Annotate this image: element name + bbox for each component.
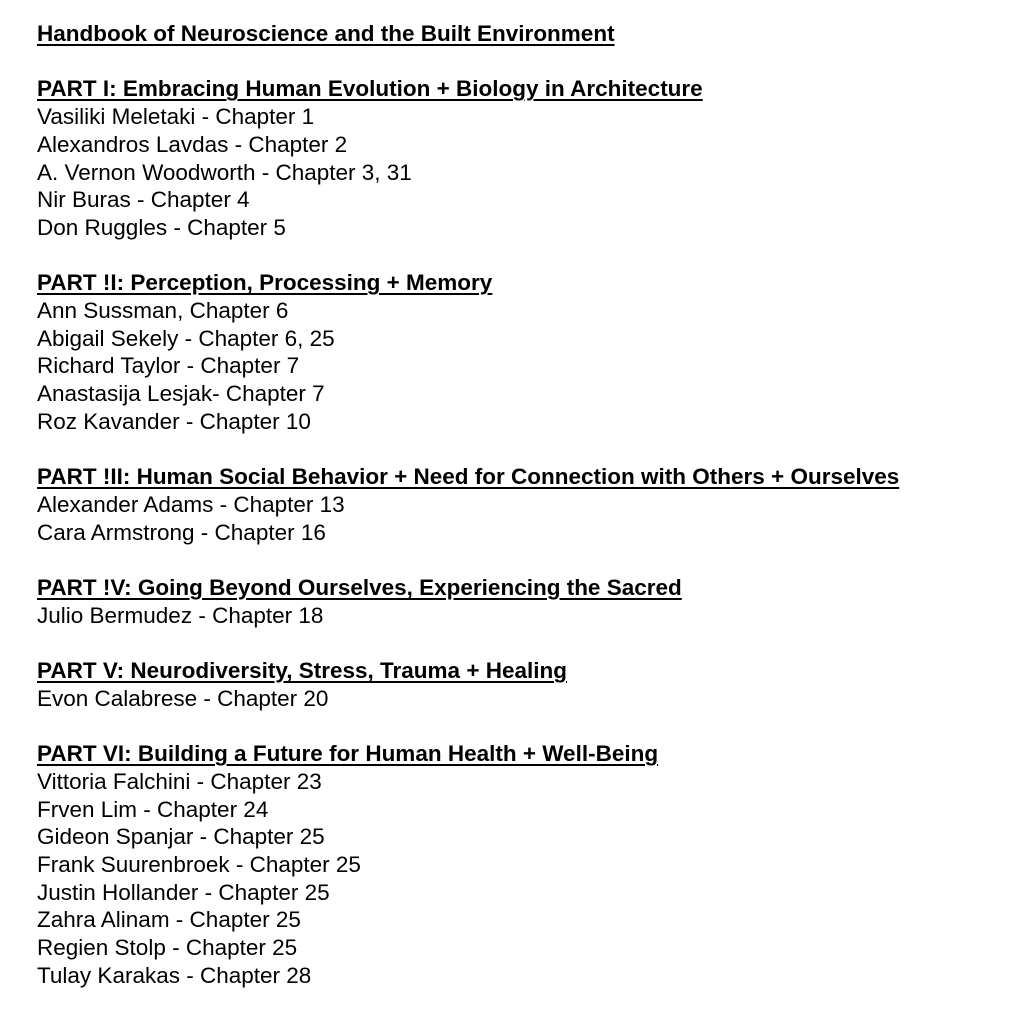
section-heading: PART !V: Going Beyond Ourselves, Experiencing the Sacred — [37, 575, 682, 600]
section-heading: PART I: Embracing Human Evolution + Biology in Architecture — [37, 76, 703, 102]
section-heading: PART !II: Human Social Behavior + Need for Connection with Others + Ourselves — [37, 464, 900, 490]
author-entry: Alexander Adams - Chapter 13 — [37, 491, 345, 517]
author-entry: Justin Hollander - Chapter 25 — [37, 879, 330, 905]
section-part-1 — [37, 75, 899, 241]
author-entry: Alexandros Lavdas - Chapter 2 — [37, 131, 348, 157]
author-entry: Julio Bermudez - Chapter 18 — [37, 602, 324, 628]
author-entry: Ann Sussman, Chapter 6 — [37, 298, 289, 323]
author-entry: Evon Calabrese - Chapter 20 — [37, 685, 329, 711]
author-entry: Roz Kavander - Chapter 10 — [37, 408, 311, 434]
author-entry: Gideon Spanjar - Chapter 25 — [37, 824, 325, 850]
section-part-3 — [37, 463, 899, 546]
author-entry: A. Vernon Woodworth - Chapter 3, 31 — [37, 159, 412, 185]
section-heading: PART V: Neurodiversity, Stress, Trauma + Healing — [37, 658, 567, 684]
author-entry: Frank Suurenbroek - Chapter 25 — [37, 852, 361, 877]
author-entry: Abigail Sekely - Chapter 6, 25 — [37, 325, 335, 351]
author-entry: Zahra Alinam - Chapter 25 — [37, 907, 301, 933]
author-entry: Frven Lim - Chapter 24 — [37, 796, 269, 822]
section-part-6 — [37, 740, 899, 989]
author-entry: Don Ruggles - Chapter 5 — [37, 214, 286, 240]
section-heading: PART VI: Building a Future for Human Health + Well-Being — [37, 741, 659, 767]
section-part-2 — [37, 269, 899, 435]
author-entry: Vittoria Falchini - Chapter 23 — [37, 768, 322, 794]
section-heading: PART !I: Perception, Processing + Memory — [37, 270, 493, 296]
section-part-5 — [37, 657, 899, 712]
author-entry: Cara Armstrong - Chapter 16 — [37, 519, 326, 545]
document-page — [37, 20, 899, 1017]
author-entry: Vasiliki Meletaki - Chapter 1 — [37, 104, 315, 130]
author-entry: Tulay Karakas - Chapter 28 — [37, 962, 312, 988]
author-entry: Regien Stolp - Chapter 25 — [37, 935, 298, 961]
author-entry: Anastasija Lesjak- Chapter 7 — [37, 381, 325, 407]
document-title: Handbook of Neuroscience and the Built Environment — [37, 21, 615, 46]
section-part-4 — [37, 574, 899, 629]
author-entry: Nir Buras - Chapter 4 — [37, 187, 250, 213]
author-entry: Richard Taylor - Chapter 7 — [37, 353, 300, 379]
